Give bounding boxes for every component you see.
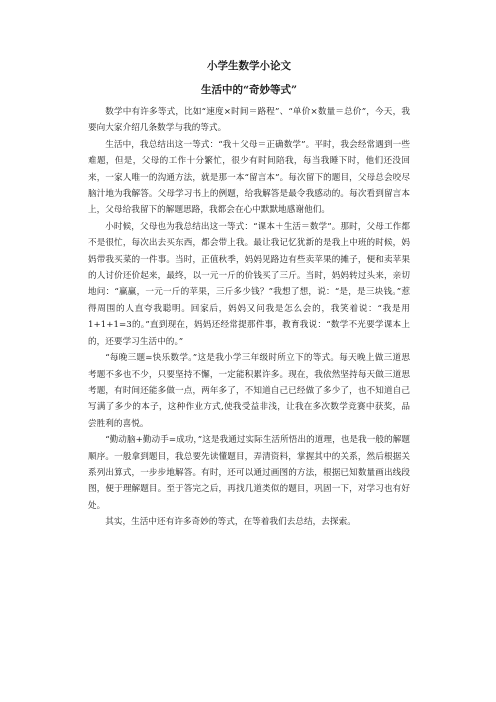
document-subtitle: 生活中的“奇妙等式” (200, 84, 298, 96)
paragraph-success: “勤动脑+勤动手=成功，”这是我通过实际生活所悟出的道理，也是我一般的解题顺序。一般拿到题目，我总要先读懂题目，弄清资料，掌握其中的关系，然后根据关系列出算式，一步步地解答。有时，还可以通过画图的方法，根据已知数量画出线段图，便于理解题目。至于答完之后，再找几道类似的题目，巩固一下，对学习也有好处。 (88, 435, 410, 511)
paragraph-childhood: 小时候，父母也为我总结出这一等式：“课本＋生活＝数学”。那时，父母工作都不是很忙，每次出去买东西，都会带上我。最让我记忆犹新的是我上中班的时候，妈妈带我买菜的一件事。当时，正值秋季，妈妈见路边有些卖苹果的摊子，便和卖苹果的人讨价还价起来，最终，以一元一斤的价钱买了三斤。当时，妈妈转过头来，亲切地问：“赢赢，一元一斤的苹果，三斤多少钱？”我想了想，说：“是，是三块钱。”惹得周围的人直夸我聪明。回家后，妈妈又问我是怎么会的，我笑着说：“我是用1+1+1=3的。”直到现在，妈妈还经常提那件事，教育我说：“数学不光要学课本上的，还要学习生活中的。” (88, 221, 410, 347)
document-page (88, 58, 410, 531)
paragraph-parents: 生活中，我总结出这一等式：“我＋父母＝正确数学”。平时，我会经常遇到一些难题，但是，父母的工作十分繁忙，很少有时间陪我，每当我睡下时，他们还没回来，一家人唯一的沟通方法，就是那一本“留言本”。每次留下的题目，父母总会咬尽脑汁地为我解答。父母学习书上的例题，给我解答是最令我感动的。每次看到留言本上，父母给我留下的解题思路，我都会在心中默默地感谢他们。 (88, 139, 410, 216)
paragraph-three-problems: “每晚三题=快乐数学。”这是我小学三年级时所立下的等式。每天晚上做三道思考题不多也不少，只要坚持不懈，一定能积累许多。现在，我依然坚持每天做三道思考题，有时间还能多做一点，两年多了，不知道自己已经做了多少了，也不知道自己写满了多少的本子，这种作业方式,使我受益非浅，让我在多次数学竞赛中获奖，品尝胜利的喜悦。 (88, 353, 410, 429)
paragraph-conclusion: 其实，生活中还有许多奇妙的等式，在等着我们去总结，去探索。 (105, 517, 356, 528)
document-title: 小学生数学小论文 (207, 60, 291, 72)
paragraph-intro: 数学中有许多等式，比如“速度×时间＝路程”、“单价×数量＝总价”，今天，我要向大家介绍几条数学与我的等式。 (88, 107, 410, 134)
